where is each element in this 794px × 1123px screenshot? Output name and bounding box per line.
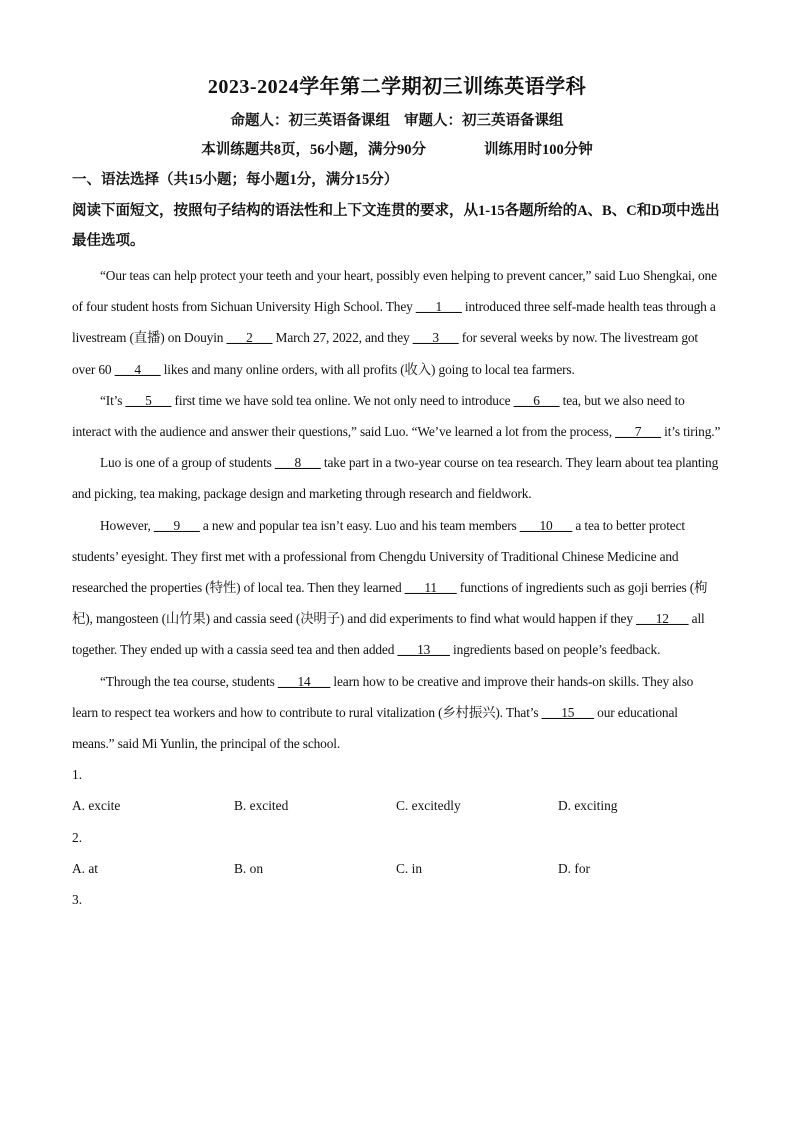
- option-d[interactable]: D. exciting: [558, 798, 618, 814]
- passage-text: Luo is one of a group of students: [100, 455, 275, 471]
- exam-info-line: [72, 138, 722, 159]
- passage-paragraph: [72, 260, 722, 385]
- passage-text: learn how to be creative and improve their hands-on skills. They also learn to respect tea workers and how to contribute to rural vitalization (乡村振兴). That’s: [72, 673, 694, 720]
- setter-line: [72, 109, 722, 130]
- exam-time: 训练用时100分钟: [484, 142, 593, 158]
- option-b[interactable]: B. excited: [234, 798, 289, 814]
- blank-3: ___3___: [412, 330, 459, 346]
- page-title: 2023-2024学年第二学期初三训练英语学科: [207, 76, 587, 98]
- passage-text: March 27, 2022, and they: [272, 330, 413, 346]
- passage-text: our educational means.” said Mi Yunlin, the principal of the school.: [72, 704, 678, 752]
- passage-text: it’s tiring.”: [660, 424, 721, 440]
- blank-2: ___2___: [226, 330, 273, 346]
- passage: [72, 260, 722, 759]
- exam-info: 本训练题共8页，56小题，满分90分: [201, 142, 426, 158]
- option-b[interactable]: B. on: [234, 860, 264, 876]
- blank-11: ___11___: [404, 580, 457, 596]
- passage-text: introduced three self-made health teas through a livestream (直播) on Douyin: [72, 299, 716, 346]
- passage-text: take part in a two-year course on tea research. They learn about tea planting and picking, tea making, package design and marketing through research and fieldwork.: [72, 455, 719, 502]
- passage-text: for several weeks by now. The livestream got over 60: [72, 330, 698, 377]
- option-c[interactable]: C. excitedly: [396, 798, 461, 814]
- section-instruction: 阅读下面短文，按照句子结构的语法性和上下文连贯的要求，从1-15各题所给的A、B、C和D项中选出最佳选项。: [72, 203, 720, 249]
- section-heading: 一、语法选择（共15小题；每小题1分，满分15分）: [72, 172, 399, 188]
- setter: 命题人：初三英语备课组: [230, 113, 390, 129]
- option-row: [72, 853, 722, 884]
- passage-text: a new and popular tea isn’t easy. Luo and his team members: [199, 517, 520, 533]
- passage-text: “It’s: [100, 392, 126, 408]
- passage-text: first time we have sold tea online. We not only need to introduce: [171, 392, 514, 408]
- option-a[interactable]: A. at: [72, 860, 99, 876]
- blank-7: ___7___: [615, 424, 661, 440]
- passage-text: a tea to better protect students’ eyesight. They first met with a professional from Chengdu University of Traditional Chinese Medicine and researched the properties (特性) of local tea. Then they learned: [72, 517, 685, 596]
- question-number: 1.: [72, 767, 83, 783]
- blank-13: ___13___: [397, 642, 450, 658]
- option-a[interactable]: A. excite: [72, 798, 121, 814]
- passage-text: all together. They ended up with a cassia seed tea and then added: [72, 611, 705, 658]
- passage-text: “Our teas can help protect your teeth and your heart, possibly even helping to prevent cancer,” said Luo Shengkai, one of four student hosts from Sichuan University High School. They: [72, 268, 717, 315]
- blank-6: ___6___: [513, 392, 560, 408]
- passage-text: functions of ingredients such as goji berries (枸杞), mangosteen (山竹果) and cassia seed (决明子) and did experiments to find what would happen if they: [72, 580, 708, 627]
- option-c[interactable]: C. in: [396, 860, 423, 876]
- blank-9: ___9___: [153, 517, 200, 533]
- blank-14: ___14___: [277, 673, 331, 689]
- question-number: 3.: [72, 892, 83, 907]
- question-list: [72, 759, 722, 915]
- passage-text: However,: [100, 517, 154, 533]
- passage-paragraph: [72, 385, 722, 447]
- passage-text: tea, but we also need to interact with the audience and answer their questions,” said Luo. “We’ve learned a lot from the process,: [72, 392, 685, 440]
- blank-8: ___8___: [274, 455, 321, 471]
- blank-1: ___1___: [415, 299, 462, 315]
- passage-text: ingredients based on people’s feedback.: [449, 642, 661, 658]
- blank-15: ___15___: [541, 704, 594, 720]
- option-row: [72, 790, 722, 821]
- option-d[interactable]: D. for: [558, 860, 590, 876]
- passage-paragraph: [72, 510, 722, 666]
- passage-paragraph: [72, 666, 722, 760]
- passage-text: “Through the tea course, students: [100, 673, 278, 689]
- question-number: 2.: [72, 829, 83, 845]
- blank-10: ___10___: [519, 517, 573, 533]
- reviewer: 审题人：初三英语备课组: [404, 113, 564, 129]
- passage-paragraph: [72, 447, 722, 509]
- blank-5: ___5___: [125, 392, 172, 408]
- blank-12: ___12___: [636, 611, 689, 627]
- passage-text: likes and many online orders, with all profits (收入) going to local tea farmers.: [160, 361, 575, 377]
- blank-4: ___4___: [114, 361, 161, 377]
